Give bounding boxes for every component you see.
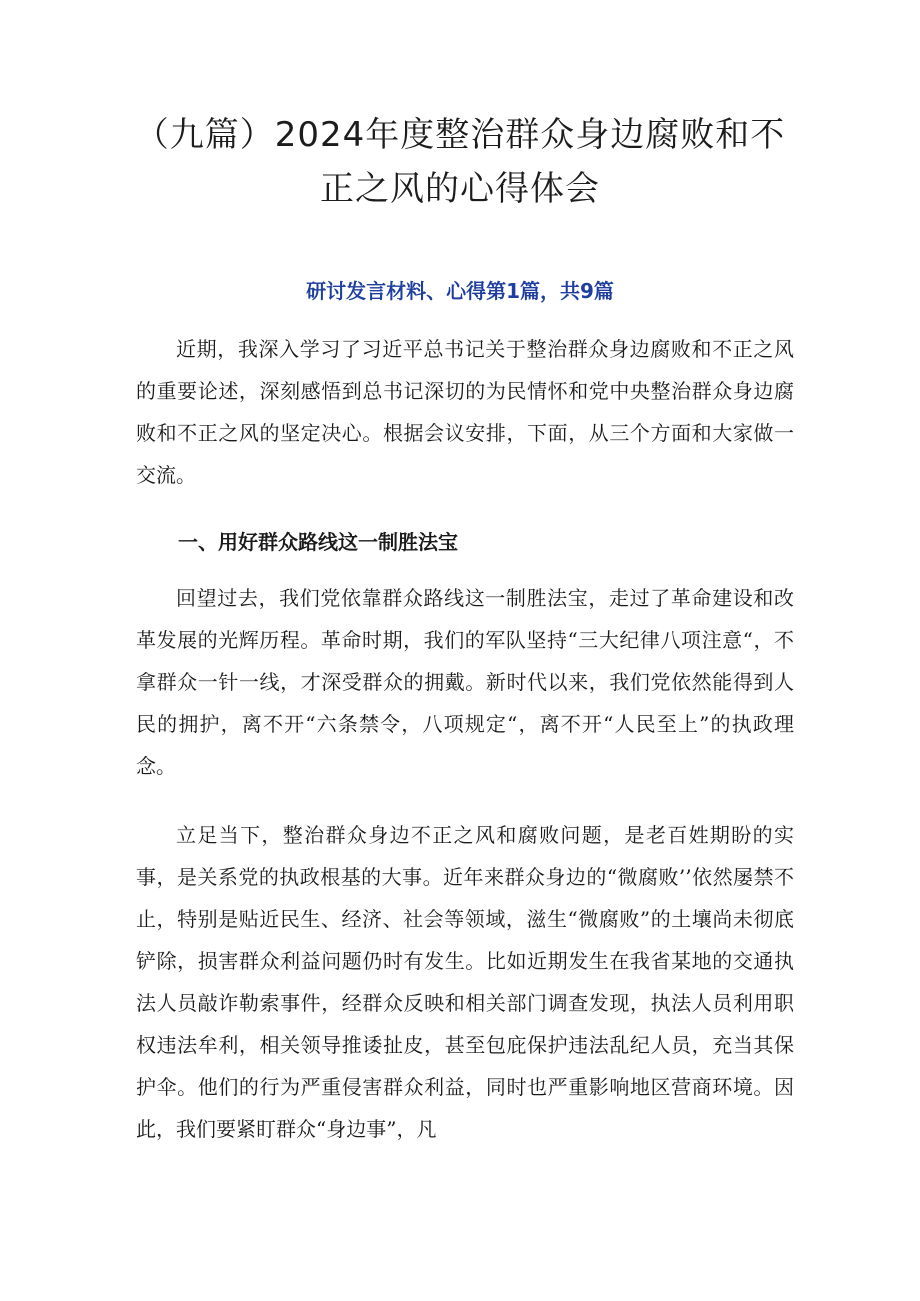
- document-title: （九篇）2024年度整治群众身边腐败和不正之风的心得体会: [134, 115, 786, 209]
- paragraph-review-past: 回望过去，我们党依靠群众路线这一制胜法宝，走过了革命建设和改革发展的光辉历程。革命时期，我们的军队坚持“三大纪律八项注意“，不拿群众一针一线，才深受群众的拥戴。新时代以来，我们党依然能得到人民的拥护，离不开“六条禁令，八项规定“，离不开“人民至上”的执政理念。: [136, 586, 794, 778]
- section-heading-1: 一、用好群众路线这一制胜法宝: [178, 530, 458, 554]
- paragraph-present: 立足当下，整治群众身边不正之风和腐败问题，是老百姓期盼的实事，是关系党的执政根基的大事。近年来群众身边的“微腐败’’依然屡禁不止，特别是贴近民生、经济、社会等领域，滋生“微腐败”的土壤尚未彻底铲除，损害群众利益问题仍时有发生。比如近期发生在我省某地的交通执法人员敲诈勒索事件，经群众反映和相关部门调查发现，执法人员利用职权违法牟利，相关领导推诿扯皮，甚至包庇保护违法乱纪人员，充当其保护伞。他们的行为严重侵害群众利益，同时也严重影响地区营商环境。因此，我们要紧盯群众“身边事”，凡: [136, 823, 794, 1141]
- paragraph-intro: 近期，我深入学习了习近平总书记关于整治群众身边腐败和不正之风的重要论述，深刻感悟到总书记深切的为民情怀和党中央整治群众身边腐败和不正之风的坚定决心。根据会议安排，下面，从三个方面和大家做一交流。: [136, 337, 794, 487]
- document-subtitle: 研讨发言材料、心得第1篇，共9篇: [306, 279, 614, 303]
